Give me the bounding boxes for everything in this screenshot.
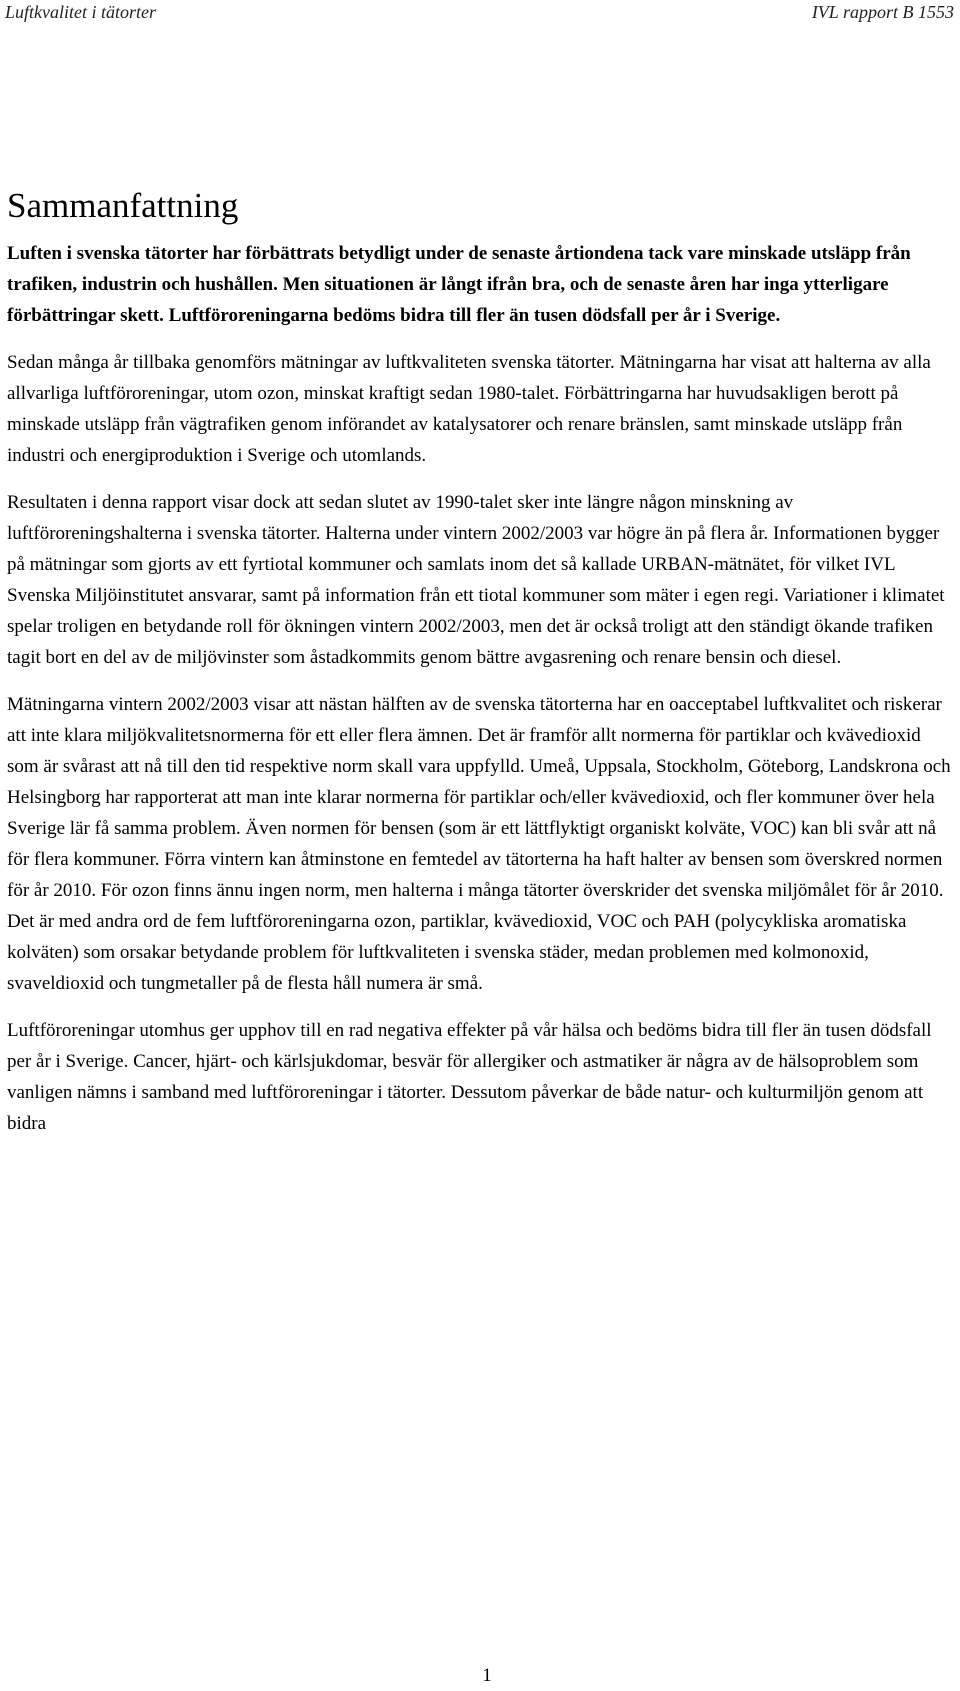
document-body (7, 178, 953, 1139)
paragraph-winter-measurements: Mätningarna vintern 2002/2003 visar att nästan hälften av de svenska tätorterna har en oacceptabel luftkvalitet och riskerar att inte klara miljökvalitetsnormerna för ett eller flera ämnen. Det är framför allt normerna för partiklar och kvävedioxid som är svårast att nå till den tid respektive norm skall vara uppfylld. Umeå, Uppsala, Stockholm, Göteborg, Landskrona och Helsingborg har rapporterat att man inte klarar normerna för partiklar och/eller kvävedioxid, och fler kommuner över hela Sverige lär få samma problem. Även normen för bensen (som är ett lättflyktigt organiskt kolväte, VOC) kan bli svår att nå för flera kommuner. Förra vintern kan åtminstone en femtedel av tätorterna ha haft halter av bensen som överskred normen för år 2010. För ozon finns ännu ingen norm, men halterna i många tätorter överskrider det svenska miljömålet för år 2010. Det är med andra ord de fem luftföroreningarna ozon, partiklar, kvävedioxid, VOC och PAH (polycykliska aromatiska kolväten) som orsakar betydande problem för luftkvaliteten i svenska städer, medan problemen med kolmonoxid, svaveldioxid och tungmetaller på de flesta håll numera är små. (7, 694, 951, 994)
paragraph-results: Resultaten i denna rapport visar dock att sedan slutet av 1990-talet sker inte längre någon minskning av luftföroreningshalterna i svenska tätorter. Halterna under vintern 2002/2003 var högre än på flera år. Informationen bygger på mätningar som gjorts av ett fyrtiotal kommuner och samlats inom det så kallade URBAN-mätnätet, för vilket IVL Svenska Miljöinstitutet ansvarar, samt på information från ett tiotal kommuner som mäter i egen regi. Variationer i klimatet spelar troligen en betydande roll för ökningen vintern 2002/2003, men det är också troligt att den ständigt ökande trafiken tagit bort en del av de miljövinster som åstadkommits genom bättre avgasrening och renare bensin och diesel. (7, 492, 945, 668)
paragraph-health-effects: Luftföroreningar utomhus ger upphov till en rad negativa effekter på vår hälsa och bedöms bidra till fler än tusen dödsfall per år i Sverige. Cancer, hjärt- och kärlsjukdomar, besvär för allergiker och astmatiker är några av de hälsoproblem som vanligen nämns i samband med luftföroreningar i tätorter. Dessutom påverkar de både natur- och kulturmiljön genom att bidra (7, 1020, 932, 1134)
header-report-title: Luftkvalitet i tätorter (5, 2, 156, 22)
header-report-number: IVL rapport B 1553 (811, 2, 954, 22)
running-header (0, 0, 960, 30)
paragraph-measurements: Sedan många år tillbaka genomförs mätningar av luftkvaliteten svenska tätorter. Mätningarna har visat att halterna av alla allvarliga luftföroreningar, utom ozon, minskat kraftigt sedan 1980-talet. Förbättringarna har huvudsakligen berott på minskade utsläpp från vägtrafiken genom införandet av katalysatorer och renare bränslen, samt minskade utsläpp från industri och energiproduktion i Sverige och utomlands. (7, 352, 931, 466)
summary-lead-paragraph: Luften i svenska tätorter har förbättrats betydligt under de senaste årtiondena tack vare minskade utsläpp från trafiken, industrin och hushållen. Men situationen är långt ifrån bra, och de senaste åren har inga ytterligare förbättringar skett. Luftföroreningarna bedöms bidra till fler än tusen dödsfall per år i Sverige. (7, 243, 911, 326)
page-number: 1 (482, 1665, 492, 1686)
page-title: Sammanfattning (7, 186, 239, 225)
page-footer (0, 1663, 960, 1689)
